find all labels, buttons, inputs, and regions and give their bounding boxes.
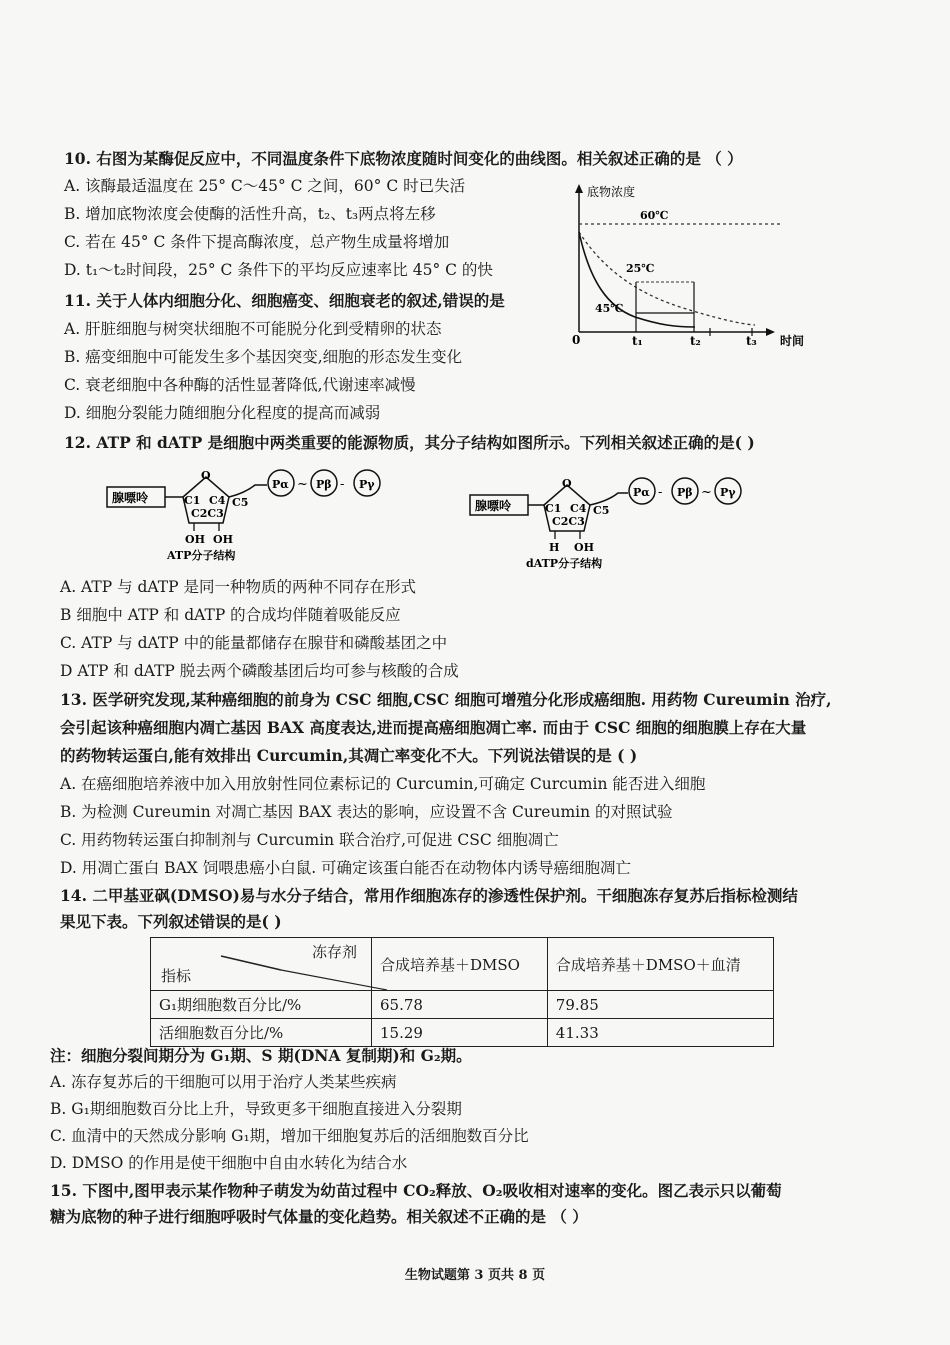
svg-text:-: - xyxy=(340,477,345,492)
svg-text:OH: OH xyxy=(213,533,233,546)
q10-graph xyxy=(570,182,820,352)
table-cell: 65.78 xyxy=(372,991,548,1019)
y-axis-arrow xyxy=(575,184,583,193)
table-col2-header: 合成培养基＋DMSO＋血清 xyxy=(547,938,773,991)
q10-option-a: A. 该酶最适温度在 25° C～45° C 之间，60° C 时已失活 xyxy=(64,177,466,195)
table-col1-header: 合成培养基＋DMSO xyxy=(372,938,548,991)
q15-stem-line1: 15. 下图中,图甲表示某作物种子萌发为幼苗过程中 CO₂释放、O₂吸收相对速率的变化。图乙表示只以葡萄 xyxy=(50,1181,782,1200)
datp-structure xyxy=(468,473,758,573)
q13-stem-line2: 会引起该种癌细胞内凋亡基因 BAX 高度表达,进而提高癌细胞凋亡率. 而由于 CSC 细胞的细胞膜上存在大量 xyxy=(60,718,807,737)
curve-45c-label: 45℃ xyxy=(595,302,624,315)
svg-text:Pα: Pα xyxy=(633,486,650,499)
svg-text:C1: C1 xyxy=(184,494,201,507)
svg-text:~: ~ xyxy=(701,485,712,500)
svg-text:C2C3: C2C3 xyxy=(191,507,224,520)
table-row-label: 活细胞数百分比/% xyxy=(151,1019,372,1047)
atp-structure xyxy=(105,465,395,565)
svg-text:OH: OH xyxy=(574,541,594,554)
svg-text:O: O xyxy=(562,477,572,490)
q14-table xyxy=(150,937,774,1047)
q12-stem: 12. ATP 和 dATP 是细胞中两类重要的能源物质，其分子结构如图所示。下列相关叙述正确的是( ) xyxy=(64,433,755,452)
svg-text:C1: C1 xyxy=(545,502,562,515)
q14-note: 注：细胞分裂间期分为 G₁期、S 期(DNA 复制期)和 G₂期。 xyxy=(50,1046,472,1065)
svg-text:Pα: Pα xyxy=(272,478,289,491)
y-label: 底物浓度 xyxy=(587,185,636,199)
q13-option-b: B. 为检测 Cureumin 对凋亡基因 BAX 表达的影响，应设置不含 Cureumin 的对照试验 xyxy=(60,803,673,821)
table-cell: 15.29 xyxy=(372,1019,548,1047)
q14-stem-line1: 14. 二甲基亚砜(DMSO)易与水分子结合，常用作细胞冻存的渗透性保护剂。干细胞冻存复苏后指标检测结 xyxy=(60,886,798,905)
svg-text:C4: C4 xyxy=(209,494,226,507)
svg-text:~: ~ xyxy=(297,477,308,492)
q13-stem-line3: 的药物转运蛋白,能有效排出 Curcumin,其凋亡率变化不大。下列说法错误的是 ( ) xyxy=(60,746,638,765)
table-cell: 41.33 xyxy=(547,1019,773,1047)
q15-stem-line2: 糖为底物的种子进行细胞呼吸时气体量的变化趋势。相关叙述不正确的是 （ ） xyxy=(50,1207,588,1226)
svg-text:Pγ: Pγ xyxy=(359,478,375,491)
q13-option-a: A. 在癌细胞培养液中加入用放射性同位素标记的 Curcumin,可确定 Curcumin 能否进入细胞 xyxy=(60,775,706,793)
svg-text:C5: C5 xyxy=(593,504,610,517)
q14-option-a: A. 冻存复苏后的干细胞可以用于治疗人类某些疾病 xyxy=(50,1073,397,1091)
q10-stem: 10. 右图为某酶促反应中，不同温度条件下底物浓度随时间变化的曲线图。相关叙述正确的是 （ ） xyxy=(64,149,743,168)
q11-option-b: B. 癌变细胞中可能发生多个基因突变,细胞的形态发生变化 xyxy=(64,348,463,366)
datp-caption: dATP分子结构 xyxy=(526,557,603,570)
q13-option-d: D. 用凋亡蛋白 BAX 饲喂患癌小白鼠. 可确定该蛋白能否在动物体内诱导癌细胞凋亡 xyxy=(60,859,632,877)
q11-option-c: C. 衰老细胞中各种酶的活性显著降低,代谢速率减慢 xyxy=(64,376,416,394)
table-cell: 79.85 xyxy=(547,991,773,1019)
q14-option-d: D. DMSO 的作用是使干细胞中自由水转化为结合水 xyxy=(50,1154,408,1172)
svg-text:OH: OH xyxy=(185,533,205,546)
svg-text:Pβ: Pβ xyxy=(677,486,693,499)
svg-text:C2C3: C2C3 xyxy=(552,515,585,528)
table-row xyxy=(151,991,774,1019)
table-row xyxy=(151,1019,774,1047)
svg-text:-: - xyxy=(658,485,663,500)
curve-60c-label: 60℃ xyxy=(640,209,669,222)
q14-option-b: B. G₁期细胞数百分比上升，导致更多干细胞直接进入分裂期 xyxy=(50,1100,462,1118)
origin-label: 0 xyxy=(572,333,581,347)
curve-25c-label: 25℃ xyxy=(626,262,655,275)
atp-caption: ATP分子结构 xyxy=(167,549,236,562)
q10-option-c: C. 若在 45° C 条件下提高酶浓度，总产物生成量将增加 xyxy=(64,233,450,251)
svg-text:Pγ: Pγ xyxy=(720,486,736,499)
table-corner-top: 冻存剂 xyxy=(311,943,357,961)
q12-option-d: D ATP 和 dATP 脱去两个磷酸基团后均可参与核酸的合成 xyxy=(60,662,459,680)
svg-text:O: O xyxy=(201,469,211,482)
q11-option-d: D. 细胞分裂能力随细胞分化程度的提高而减弱 xyxy=(64,404,381,422)
datp-base: 腺嘌呤 xyxy=(475,499,512,513)
q14-option-c: C. 血清中的天然成分影响 G₁期，增加干细胞复苏后的活细胞数百分比 xyxy=(50,1127,529,1145)
svg-text:Pβ: Pβ xyxy=(316,478,332,491)
svg-text:H: H xyxy=(549,541,560,554)
q12-option-a: A. ATP 与 dATP 是同一种物质的两种不同存在形式 xyxy=(60,578,416,596)
t1-label: t₁ xyxy=(632,334,643,348)
table-corner-bottom: 指标 xyxy=(161,967,192,985)
x-axis-arrow xyxy=(766,328,775,336)
q10-option-d: D. t₁～t₂时间段，25° C 条件下的平均反应速率比 45° C 的快 xyxy=(64,261,493,279)
table-corner-cell xyxy=(151,938,372,991)
t2-label: t₂ xyxy=(690,334,701,348)
q11-stem: 11. 关于人体内细胞分化、细胞癌变、细胞衰老的叙述,错误的是 xyxy=(64,291,505,310)
q13-option-c: C. 用药物转运蛋白抑制剂与 Curcumin 联合治疗,可促进 CSC 细胞凋亡 xyxy=(60,831,559,849)
atp-base: 腺嘌呤 xyxy=(112,491,149,505)
page-footer: 生物试题第 3 页共 8 页 xyxy=(404,1268,546,1283)
x-label: 时间 xyxy=(780,334,805,348)
q14-stem-line2: 果见下表。下列叙述错误的是( ) xyxy=(60,912,282,931)
q13-stem-line1: 13. 医学研究发现,某种癌细胞的前身为 CSC 细胞,CSC 细胞可增殖分化形成癌细胞. 用药物 Cureumin 治疗, xyxy=(60,690,832,709)
svg-text:C5: C5 xyxy=(232,496,249,509)
t3-label: t₃ xyxy=(746,334,757,348)
svg-text:C4: C4 xyxy=(570,502,587,515)
q10-option-b: B. 增加底物浓度会使酶的活性升高，t₂、t₃两点将左移 xyxy=(64,205,436,223)
q11-option-a: A. 肝脏细胞与树突状细胞不可能脱分化到受精卵的状态 xyxy=(64,320,442,338)
q12-option-b: B 细胞中 ATP 和 dATP 的合成均伴随着吸能反应 xyxy=(60,606,401,624)
q12-option-c: C. ATP 与 dATP 中的能量都储存在腺苷和磷酸基团之中 xyxy=(60,634,448,652)
table-row-label: G₁期细胞数百分比/% xyxy=(151,991,372,1019)
